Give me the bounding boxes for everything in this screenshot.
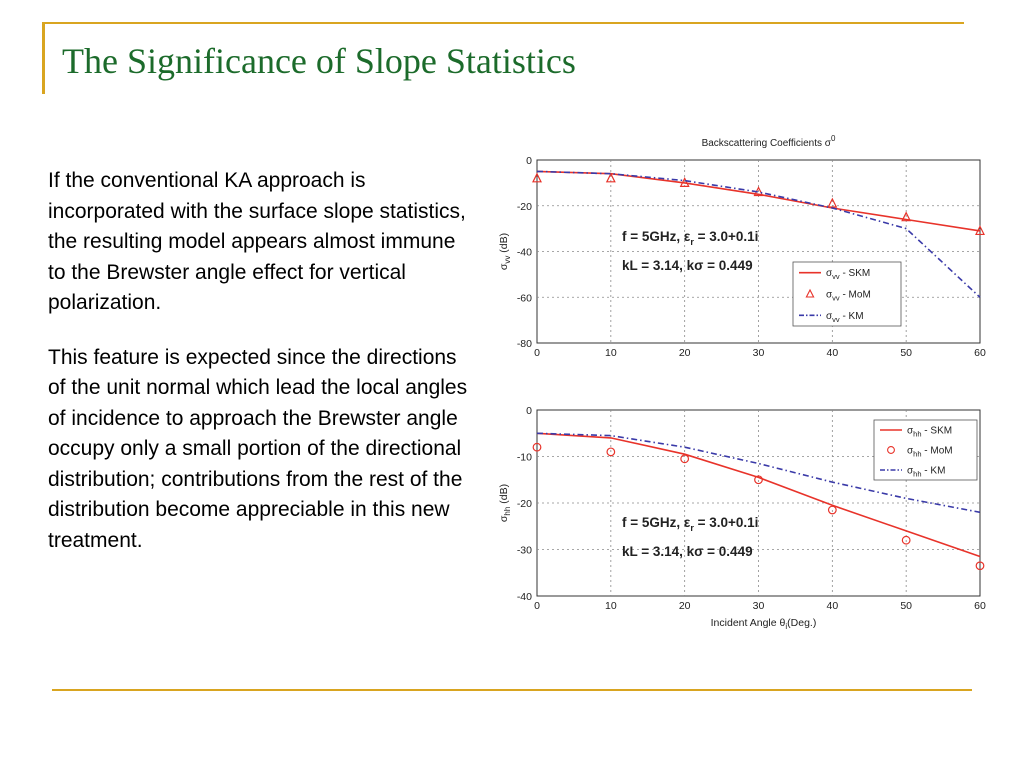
x-tick-label: 30 <box>752 347 765 359</box>
x-tick-label: 0 <box>534 347 540 359</box>
slide-title: The Significance of Slope Statistics <box>62 41 576 81</box>
y-axis-label: $\sigma_{hh}$ (dB) <box>498 483 512 523</box>
chart-2 <box>498 405 986 631</box>
x-tick-label: 40 <box>826 347 839 359</box>
y-tick-label: -80 <box>516 338 532 350</box>
paragraph-1: If the conventional KA approach is incorporated with the surface slope statistics, the resulting model appears almost immune to the Brewster angle effect for vertical polarization. <box>48 169 466 314</box>
x-tick-label: 60 <box>974 347 986 359</box>
legend-label: $\sigma_{hh}$ - MoM <box>907 445 953 459</box>
y-tick-label: -60 <box>516 292 532 305</box>
x-tick-label: 20 <box>678 600 691 612</box>
chart-1 <box>498 134 986 359</box>
x-tick-label: 10 <box>604 600 617 612</box>
annotation-line-2: kL = 3.14, kσ = 0.449 <box>622 258 753 273</box>
y-tick-label: -40 <box>516 591 532 603</box>
annotation-line-2: kL = 3.14, kσ = 0.449 <box>622 544 753 559</box>
paragraph-2: This feature is expected since the directions of the unit normal which lead the local angles of incidence to approach the Brewster angle occupy only a small portion of the directional distribution; contributions from the rest of the distribution become appreciable in this new treatment. <box>48 345 468 552</box>
y-tick-label: -20 <box>516 498 532 510</box>
y-axis-label: $\sigma_{vv}$ (dB) <box>498 232 512 271</box>
legend-label: $\sigma_{hh}$ - KM <box>907 465 946 479</box>
legend-label: $\sigma_{vv}$ - SKM <box>826 268 871 282</box>
annotation-line-1: f = 5GHz, $\varepsilon_r = 3.0+0.1i$ <box>622 229 759 247</box>
y-tick-label: 0 <box>526 405 532 417</box>
x-tick-label: 50 <box>900 600 913 612</box>
x-tick-label: 30 <box>752 600 765 612</box>
y-tick-label: -20 <box>516 200 532 213</box>
y-tick-label: -30 <box>516 544 532 557</box>
y-tick-label: -10 <box>516 451 532 464</box>
bottom-accent-rule <box>52 689 972 691</box>
x-tick-label: 50 <box>900 347 913 359</box>
y-tick-label: -40 <box>516 246 532 259</box>
x-tick-label: 0 <box>534 600 540 612</box>
x-tick-label: 10 <box>604 347 617 359</box>
y-tick-label: 0 <box>526 155 532 167</box>
annotation-line-1: f = 5GHz, $\varepsilon_r = 3.0+0.1i$ <box>622 515 759 533</box>
x-tick-label: 20 <box>678 347 691 359</box>
x-tick-label: 40 <box>826 600 839 612</box>
x-tick-label: 60 <box>974 600 986 612</box>
legend-label: $\sigma_{vv}$ - MoM <box>826 289 871 303</box>
legend-label: $\sigma_{vv}$ - KM <box>826 310 864 324</box>
chart-title: Backscattering Coefficients $\sigma^0$ <box>701 134 836 149</box>
legend-label: $\sigma_{hh}$ - SKM <box>907 425 953 439</box>
x-axis-label: Incident Angle $\theta_i(Deg.)$ <box>710 617 817 631</box>
